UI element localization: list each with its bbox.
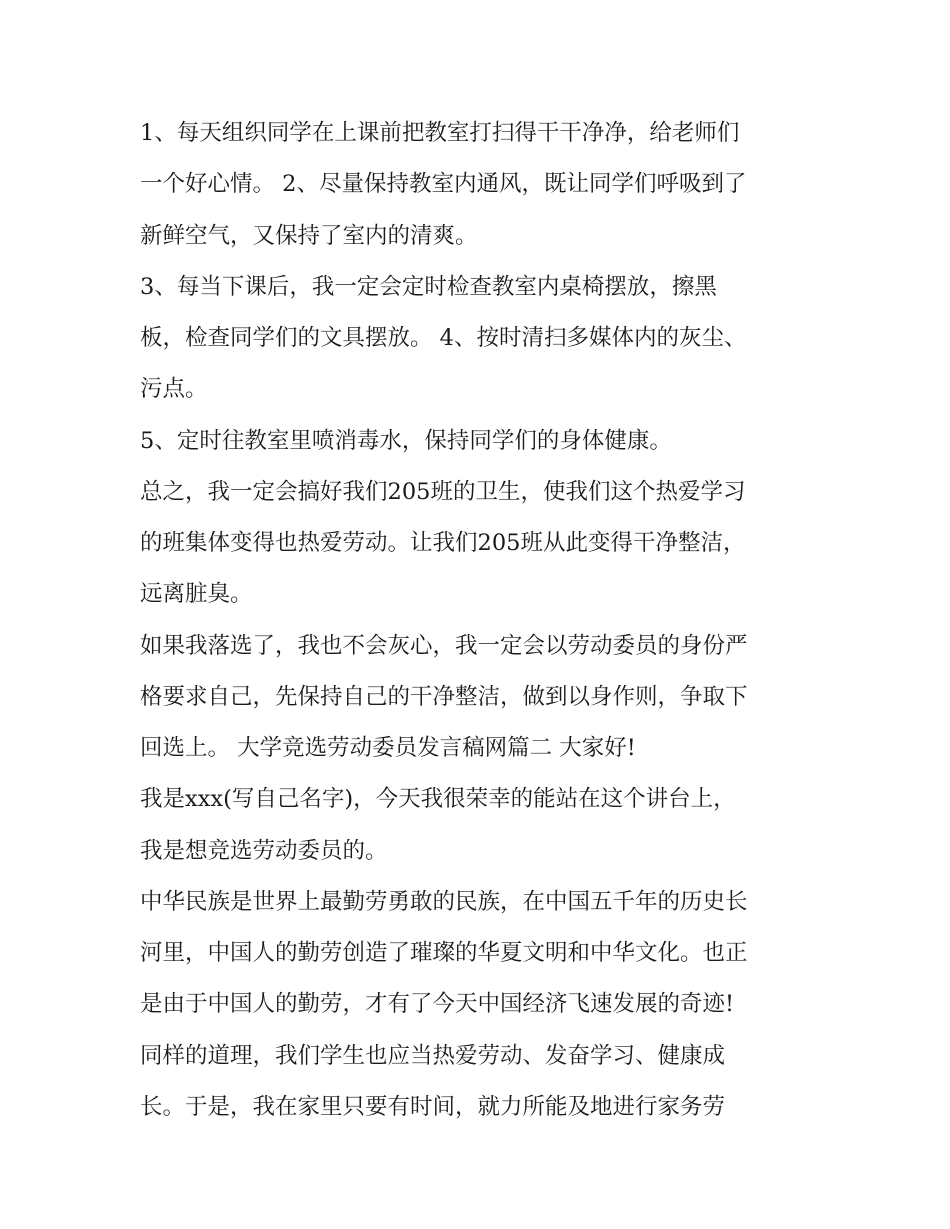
text-line: 我是xxx(写自己名字)，今天我很荣幸的能站在这个讲台上， [140,786,736,813]
text-line: 中华民族是世界上最勤劳勇敢的民族，在中国五千年的历史长 [140,888,748,915]
text-line: 是由于中国人的勤劳，才有了今天中国经济飞速发展的奇迹! [140,991,735,1018]
text-line: 如果我落选了，我也不会灰心，我一定会以劳动委员的身份严 [140,632,748,659]
text-line: 3、每当下课后，我一定会定时检查教室内桌椅摆放，擦黑 [140,273,717,300]
text-line: 河里，中国人的勤劳创造了璀璨的华夏文明和中华文化。也正 [140,940,748,966]
text-line: 污点。 [140,376,208,403]
text-line: 板，检查同学们的文具摆放。 4、按时清扫多媒体内的灰尘、 [140,325,747,351]
text-line: 远离脏臭。 [140,581,253,608]
text-line: 5、定时往教室里喷消毒水，保持同学们的身体健康。 [140,427,672,454]
text-line: 1、每天组织同学在上课前把教室打扫得干干净净，给老师们 [140,120,740,146]
text-line: 回选上。 大学竞选劳动委员发言稿网篇二 大家好! [140,735,636,761]
text-line: 同样的道理，我们学生也应当热爱劳动、发奋学习、健康成 [140,1042,726,1069]
text-line: 长。于是，我在家里只要有时间，就力所能及地进行家务劳 [140,1093,726,1120]
text-line: 新鲜空气，又保持了室内的清爽。 [140,222,478,249]
text-line: 总之，我一定会搞好我们205班的卫生，使我们这个热爱学习 [140,478,746,505]
text-line: 我是想竞选劳动委员的。 [140,837,388,864]
text-line: 一个好心情。 2、尽量保持教室内通风，既让同学们呼吸到了 [140,171,747,198]
document-body [140,108,820,1133]
text-line: 格要求自己，先保持自己的干净整洁，做到以身作则，争取下 [140,683,748,710]
text-line: 的班集体变得也热爱劳动。让我们205班从此变得干净整洁， [140,530,746,556]
